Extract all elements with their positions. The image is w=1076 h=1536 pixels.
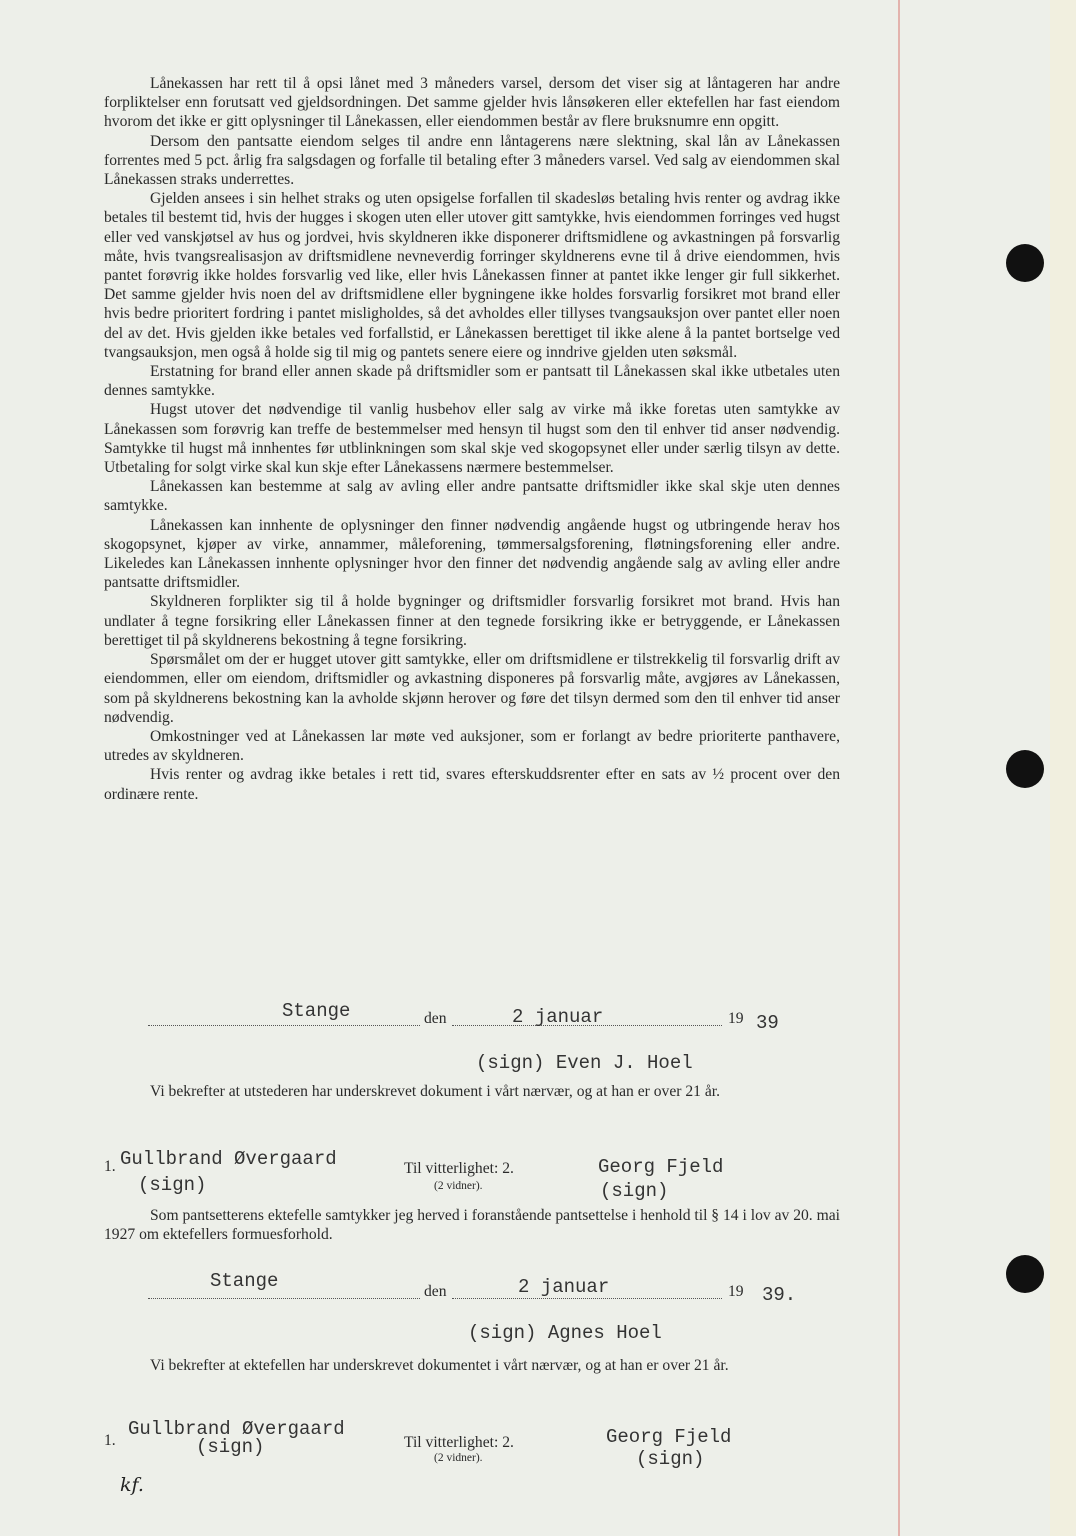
witness-name: Gullbrand Øvergaard xyxy=(120,1148,337,1170)
witness-name: Gullbrand Øvergaard xyxy=(128,1418,345,1440)
witness-label: Til vitterlighet: 2. xyxy=(404,1434,514,1451)
date-field: 2 januar xyxy=(518,1276,610,1298)
paragraph: Lånekassen kan bestemme at salg av avling eller andre pantsatte driftsmidler ikke skal skje uten dennes samtykke. xyxy=(104,478,840,515)
paragraph: Hugst utover det nødvendige til vanlig husbehov eller salg av virke må ikke foretas uten samtykke av Lånekassen som forøvrig kan treffe de bestemmelser med hensyn til hugst som den til enhver tid anser nødvendig. Samtykke til hugst må innhentes før utblinkningen som skal skje ved skogopsynet eller under særlig tilsyn av dette. Utbetaling for solgt virke skal kun skje efter Lånekassens nærmere bestemmelser. xyxy=(104,401,840,477)
paragraph: Gjelden ansees i sin helhet straks og uten opsigelse forfallen til skadesløs betaling hvis renter og avdrag ikke betales til bestemt tid, hvis der hugges i skogen uten eller utover gitt samtykke, hvis eiendommen forringes ved hugst eller ved vanskjøtsel av hus og jordvei, hvis skyldneren ikke disponerer driftsmidlene og avkastningen på forsvarlig måte, hvis tvangsrealisasjon av driftsmidlene nevneverdig forringer skyldnerens evne til å drive eiendommen, hvis pantet forøvrig ikke holdes forsvarlig ved like, eller hvis Lånekassen finner at pantet ikke lenger gir full sikkerhet. Det samme gjelder hvis noen del av driftsmidlene eller bygningene ikke holdes forsvarlig forsikret mot brand eller hvis bedre prioritert fordring i pantet misligholdes, så det avholdes eller tillyses tvangsauksjon over pantet eller noen del av det. Hvis gjelden ikke betales ved forfallstid, er Lånekassen berettiget til ikke alene å la pantet bortselge ved tvangsauksjon, men også å holde sig til mig og pantets senere eiere og inndrive gjelden uten søksmål. xyxy=(104,190,840,361)
year-prefix: 19 xyxy=(728,1010,744,1027)
witness-sub: (2 vidner). xyxy=(434,1452,483,1464)
date-field: 2 januar xyxy=(512,1006,604,1028)
consent-text: Som pantsetterens ektefelle samtykker jeg herved i foranstående pantsettelse i henhold til § 14 i lov av 20. mai 1927 om ektefellers formuesforhold. xyxy=(104,1207,840,1244)
punch-hole xyxy=(1006,750,1044,788)
paragraph: Erstatning for brand eller annen skade på driftsmidler som er pantsatt til Lånekassen skal ikke utbetales uten dennes samtykke. xyxy=(104,363,840,400)
witness-name: Georg Fjeld xyxy=(598,1156,724,1178)
attestation-text: Vi bekrefter at utstederen har underskrevet dokument i vårt nærvær, og at han er over 21 år. xyxy=(150,1083,721,1100)
paragraph: Spørsmålet om der er hugget utover gitt samtykke, eller om driftsmidlene er tilstrekkelig til forsvarlig drift av eiendommen, eller om eiendom, driftsmidler og avkastning disponeres på forsvarlig måte, avgjøres av Lånekassen, som på skyldnerens bekostning kan la avholde skjønn herover og føre det tilsyn dermed som den til enhver tid anser nødvendig. xyxy=(104,651,840,726)
witness-sub: (2 vidner). xyxy=(434,1180,483,1192)
page-edge xyxy=(1050,0,1076,1536)
year-suffix: 39 xyxy=(756,1012,779,1034)
witness-sign: (sign) xyxy=(636,1448,705,1470)
den-label: den xyxy=(424,1010,447,1027)
witness-name: Georg Fjeld xyxy=(606,1426,732,1448)
witness-label: Til vitterlighet: 2. xyxy=(404,1160,514,1177)
paragraph: Lånekassen kan innhente de oplysninger den finner nødvendig angående hugst og utbringende herav hos skogopsynet, kjøper av virke, annammer, måleforening, tømmersalgsforening, fløtningsforening eller andre. Likeledes kan Lånekassen innhente oplysninger hvor den finner det nødvendig angående salg av avling eller andre pantsatte driftsmidler. xyxy=(104,516,840,592)
place-field: Stange xyxy=(210,1270,279,1292)
punch-hole xyxy=(1006,1255,1044,1293)
year-suffix: 39. xyxy=(762,1284,797,1306)
paragraph: Omkostninger ved at Lånekassen lar møte ved auksjoner, som er forlangt av bedre prioriterte panthavere, utredes av skyldneren. xyxy=(104,727,840,765)
paragraph: Hvis renter og avdrag ikke betales i rett tid, svares efterskuddsrenter efter en sats av ½ procent over den ordinære rente. xyxy=(104,766,840,803)
witness-number: 1. xyxy=(104,1158,116,1175)
witness-sign: (sign) xyxy=(196,1436,265,1458)
signer-name: (sign) Agnes Hoel xyxy=(468,1322,662,1344)
paragraph: Dersom den pantsatte eiendom selges til andre enn låntagerens nære slektning, skal lån av Lånekassen forrentes med 5 pct. årlig fra salgsdagen og forfalle til betaling efter 3 måneders varsel. Ved salg av eiendommen skal Lånekassen straks underrettes. xyxy=(104,132,840,189)
terms-text xyxy=(104,74,840,804)
witness-number: 1. xyxy=(104,1432,116,1449)
paragraph: Skyldneren forplikter sig til å holde bygninger og driftsmidler forsvarlig forsikret mot brand. Hvis han undlater å tegne forsikring eller Lånekassen finner at den tegnede forsikring ikke er betryggende, er Lånekassen berettiget til på skyldnerens bekostning å tegne forsikring. xyxy=(104,593,840,649)
dotted-line xyxy=(452,1298,722,1299)
dotted-line xyxy=(148,1025,420,1026)
handwritten-initials: kf. xyxy=(120,1474,144,1496)
year-prefix: 19 xyxy=(728,1283,744,1300)
punch-hole xyxy=(1006,244,1044,282)
paragraph: Lånekassen har rett til å opsi lånet med 3 måneders varsel, dersom det viser sig at låntageren har andre forpliktelser enn forutsatt ved gjeldsordningen. Det samme gjelder hvis lånsøkeren eller ektefellen har fast eiendom hvorom det ikke er gitt oplysninger til Lånekassen, eller eiendommen består av flere bruksnumre enn opgitt. xyxy=(104,75,840,131)
attestation-text: Vi bekrefter at ektefellen har underskrevet dokumentet i vårt nærvær, og at han er over 21 år. xyxy=(150,1357,729,1374)
place-field: Stange xyxy=(282,1000,351,1022)
dotted-line xyxy=(148,1298,420,1299)
signer-name: (sign) Even J. Hoel xyxy=(476,1052,693,1074)
witness-sign: (sign) xyxy=(600,1180,669,1202)
witness-sign: (sign) xyxy=(138,1174,207,1196)
den-label: den xyxy=(424,1283,447,1300)
margin-rule xyxy=(898,0,900,1536)
